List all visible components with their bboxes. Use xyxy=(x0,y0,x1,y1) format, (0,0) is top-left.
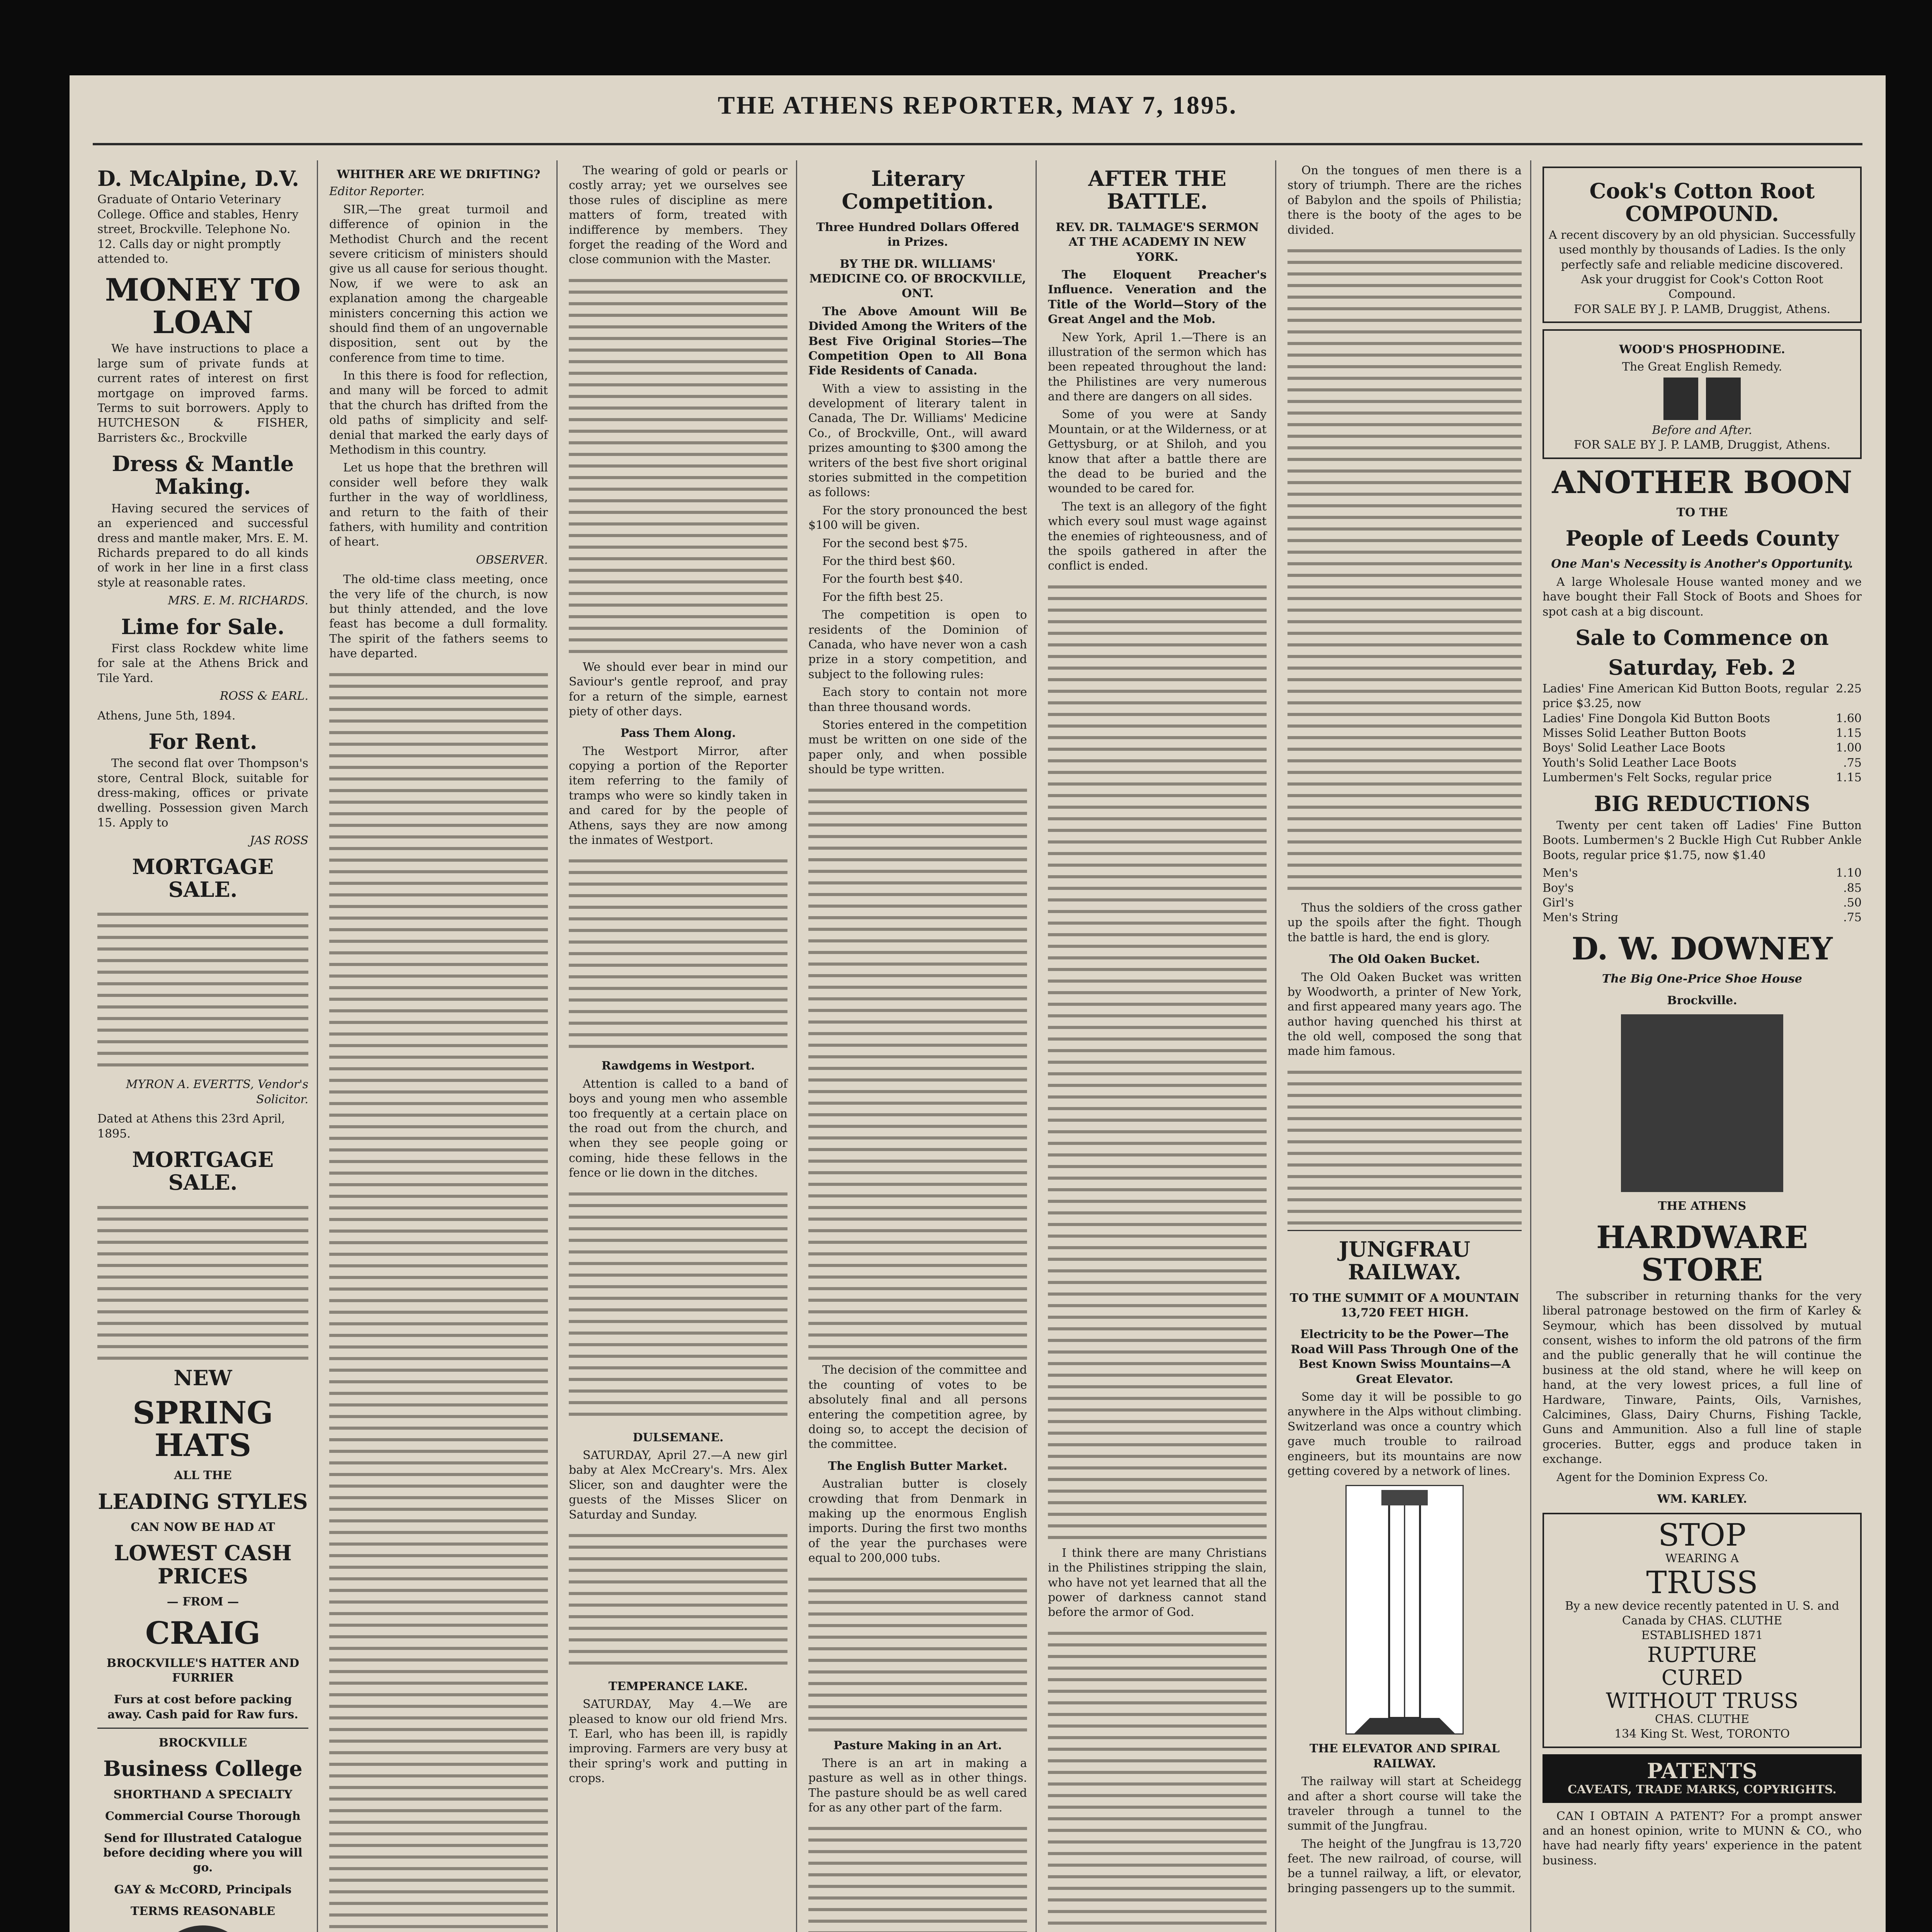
pasture-text: There is an art in making a pasture as well as in other things. The pasture should be as well cared for as any other part of the farm. xyxy=(808,1756,1027,1815)
column-3 xyxy=(560,160,796,1932)
college-terms: TERMS REASONABLE xyxy=(130,1905,276,1918)
article-body xyxy=(569,270,787,657)
boon-opportunity: One Man's Necessity is Another's Opportunity. xyxy=(1551,557,1853,571)
temperance-text: SATURDAY, May 4.—We are pleased to know our old friend Mrs. T. Earl, who has been ill, is rapidly improving. Farmers are very busy at their spring's work and putting in crops. xyxy=(569,1697,787,1786)
patents-ad xyxy=(1543,1754,1862,1803)
masthead: THE ATHENS REPORTER, MAY 7, 1895. xyxy=(718,91,1238,119)
pasture-body xyxy=(808,1818,1027,1932)
sermon-subheading: REV. DR. TALMAGE'S SERMON AT THE ACADEMY IN NEW YORK. xyxy=(1055,220,1259,264)
competition-paragraph: Each story to contain not more than three thousand words. xyxy=(808,685,1027,714)
hats-leading: LEADING STYLES xyxy=(98,1489,308,1514)
masthead-rule xyxy=(93,143,1862,145)
college-course: Commercial Course Thorough xyxy=(105,1810,301,1823)
prize-5: For the fifth best 25. xyxy=(822,590,944,604)
competition-paragraph: The decision of the committee and the counting of votes to be absolutely final and all persons entering the competition agree, by doing so, to accept the decision of the committee. xyxy=(808,1363,1027,1451)
article-body xyxy=(329,665,548,1932)
stop-heading: STOP xyxy=(1658,1517,1746,1553)
elevator-drawing xyxy=(1347,1486,1463,1733)
sermon-paragraph: The text is an allegory of the fight which every soul must wage against the enemies of righteousness, and of the spoils gathered in after the conflict is ended. xyxy=(1048,500,1267,573)
mortgage-heading-2: MORTGAGE SALE. xyxy=(132,1147,274,1195)
price-row xyxy=(1543,711,1862,726)
price-row xyxy=(1543,866,1862,881)
oak-heading: The Old Oaken Bucket. xyxy=(1329,952,1480,966)
article-subheading: Editor Reporter. xyxy=(329,185,425,199)
column-rule xyxy=(317,160,318,1932)
price-row xyxy=(1543,770,1862,785)
loan-heading: MONEY TO LOAN xyxy=(105,272,301,341)
column-rule xyxy=(1530,160,1531,1932)
cluthe-address: 134 King St. West, TORONTO xyxy=(1614,1727,1790,1741)
boon-to: TO THE xyxy=(1676,505,1728,519)
mortgage-heading: MORTGAGE SALE. xyxy=(132,854,274,902)
price-value: 1.00 xyxy=(1836,741,1862,755)
divider xyxy=(97,1728,308,1729)
article-paragraph: The old-time class meeting, once the very life of the church, is now but thinly attended, and the love feast has become a dull formality. The spirit of the fathers seems to have departed. xyxy=(329,573,548,661)
wood-before-after: Before and After. xyxy=(1652,423,1752,437)
price-row xyxy=(1543,881,1862,896)
butter-text: Australian butter is closely crowding that from Denmark in making up the enormous English imports. During the first two months of the year the purchases were equal to 200,000 tubs. xyxy=(808,1477,1027,1565)
competition-heading: Literary Competition. xyxy=(842,166,994,214)
prize-4: For the fourth best $40. xyxy=(822,572,963,586)
downey-subheading: The Big One-Price Shoe House xyxy=(1602,972,1803,986)
reductions-heading: BIG REDUCTIONS xyxy=(1594,791,1810,816)
price-value: .85 xyxy=(1843,881,1862,895)
jungfrau-caption: THE ELEVATOR AND SPIRAL RAILWAY. xyxy=(1310,1742,1500,1770)
boon-sale-1: Sale to Commence on xyxy=(1575,625,1829,650)
price-item: Boy's xyxy=(1543,881,1574,895)
competition-body xyxy=(808,780,1027,1360)
dress-signature: MRS. E. M. RICHARDS. xyxy=(168,594,308,608)
jungfrau-subheading-2: Electricity to be the Power—The Road Will Pass Through One of the Best Known Swiss Mountains—A Great Elevator. xyxy=(1291,1328,1519,1386)
column-2 xyxy=(321,160,556,1932)
hardware-the: THE ATHENS xyxy=(1658,1199,1747,1213)
truss-heading: TRUSS xyxy=(1646,1564,1758,1600)
cluthe-name: CHAS. CLUTHE xyxy=(1655,1713,1749,1726)
sermon-body xyxy=(1048,577,1267,1543)
butter-heading: The English Butter Market. xyxy=(828,1459,1008,1473)
article-paragraph: Let us hope that the brethren will consider well before they walk further in the way of worldliness, and return to the faith of their fathers, with humility and contrition of heart. xyxy=(329,461,548,549)
rowdies-body xyxy=(569,1184,787,1423)
downey-heading: D. W. DOWNEY xyxy=(1571,930,1833,967)
sermon-paragraph: I think there are many Christians in the Philistines stripping the slain, who have not yet learned that all the power of darkness cannot stand before the armor of God. xyxy=(1048,1546,1267,1619)
competition-paragraph: Stories entered in the competition must be written on one side of the paper only, and when possible should be type written. xyxy=(808,718,1027,777)
hats-lowest: LOWEST CASH PRICES xyxy=(114,1541,292,1588)
truss-text: By a new device recently patented in U. S. and Canada by CHAS. CLUTHE xyxy=(1565,1599,1839,1628)
price-row xyxy=(1543,756,1862,770)
vet-name: D. McAlpine, D.V. xyxy=(97,166,299,191)
oak-body xyxy=(1287,1062,1522,1225)
watch-illustration xyxy=(153,1925,253,1932)
wood-heading: WOOD'S PHOSPHODINE. xyxy=(1619,343,1785,357)
prize-3: For the third best $60. xyxy=(822,554,956,568)
price-item: Girl's xyxy=(1543,896,1574,910)
sermon-body xyxy=(1048,1623,1267,1932)
boon-text: A large Wholesale House wanted money and we have bought their Fall Stock of Boots and Shoes for spot cash at a big discount. xyxy=(1543,575,1862,619)
pass-text: The Westport Mirror, after copying a portion of the Reporter item referring to the family of tramps who were so kindly taken in and cared for by the people of Athens, says they are now among the inmates of Westport. xyxy=(569,744,787,847)
competition-paragraph: The competition is open to residents of the Dominion of Canada, who have never won a cash prize in a story competition, and subject to the following rules: xyxy=(808,608,1027,681)
boon-heading: ANOTHER BOON xyxy=(1552,464,1852,500)
jungfrau-paragraph: The railway will start at Scheidegg and after a short course will take the traveler through a tunnel to the summit of the Jungfrau. xyxy=(1287,1775,1522,1833)
column-rule xyxy=(556,160,558,1932)
stop-wearing: WEARING A xyxy=(1665,1552,1739,1566)
competition-subheading: Three Hundred Dollars Offered in Prizes. xyxy=(816,220,1019,249)
wood-portraits xyxy=(1549,378,1855,420)
article-paragraph: SIR,—The great turmoil and difference of opinion in the Methodist Church and the recent severe criticism of ministers should give us all cause for serious thought. Now, if we were to ask an explanation among the chargeable ministers concerning this action we should find them of an ungovernable disposition, sent out by the conference from time to time. xyxy=(329,202,548,365)
lime-signature: ROSS & EARL. xyxy=(219,689,308,703)
hats-heading: SPRING HATS xyxy=(133,1395,273,1464)
column-rule xyxy=(1036,160,1037,1932)
column-4 xyxy=(800,160,1036,1932)
price-row xyxy=(1543,896,1862,910)
mortgage-body-2 xyxy=(97,1197,308,1360)
college-text: Send for Illustrated Catalogue before deciding where you will go. xyxy=(103,1831,303,1875)
cook-text: A recent discovery by an old physician. Successfully used monthly by thousands of Ladies. Is the only perfectly safe and reliable medicine discovered. Ask your druggist for Cook's Cotton Root Compound. xyxy=(1549,228,1855,301)
college-city: BROCKVILLE xyxy=(158,1736,247,1750)
competition-by: BY THE DR. WILLIAMS' MEDICINE CO. OF BROCKVILLE, ONT. xyxy=(809,257,1026,301)
craig-subtitle: BROCKVILLE'S HATTER AND FURRIER xyxy=(106,1656,299,1685)
portrait-after xyxy=(1706,378,1741,420)
column-rule xyxy=(796,160,797,1932)
price-row xyxy=(1543,682,1862,711)
competition-intro: The Above Amount Will Be Divided Among the Writers of the Best Five Original Stories—The Competition Open to All Bona Fide Residents of Canada. xyxy=(808,304,1027,378)
price-value: 1.10 xyxy=(1836,866,1862,880)
rent-text: The second flat over Thompson's store, Central Block, suitable for dress-making, offices or private dwelling. Possession given March 15. Apply to xyxy=(97,757,308,830)
patents-heading: PATENTS xyxy=(1647,1758,1757,1783)
price-value: 1.60 xyxy=(1836,711,1862,725)
hardware-heading: HARDWARE STORE xyxy=(1596,1219,1808,1288)
hardware-text: The subscriber in returning thanks for the very liberal patronage bestowed on the firm of Karley & Seymour, which has been dissolved by mutual consent, wishes to inform the old patrons of the firm and the public generally that he will continue the business at the old stand, where he will keep on hand, at the very lowest prices, a full line of Hardware, Tinware, Paints, Oils, Varnishes, Calcimines, Glass, Dairy Churns, Fishing Tackle, Guns and Ammunition. Also a full line of staple groceries. Butter, eggs and produce taken in exchange. xyxy=(1543,1289,1862,1466)
wood-sale: FOR SALE BY J. P. LAMB, Druggist, Athens. xyxy=(1573,438,1831,452)
sermon-paragraph: On the tongues of men there is a story of triumph. There are the riches of Babylon and the spoils of Philistia; there is the booty of the ages to be divided. xyxy=(1287,164,1522,237)
pass-heading: Pass Them Along. xyxy=(620,726,736,740)
cook-ad xyxy=(1543,167,1862,323)
hats-from: — FROM — xyxy=(167,1595,239,1609)
rent-heading: For Rent. xyxy=(148,729,257,754)
craig-name: CRAIG xyxy=(145,1614,260,1651)
newspaper-page xyxy=(70,75,1886,1932)
elevator-illustration xyxy=(1345,1485,1464,1735)
column-6 xyxy=(1279,160,1530,1932)
price-row xyxy=(1543,741,1862,755)
downey-city: Brockville. xyxy=(1667,994,1737,1008)
sermon-paragraph: New York, April 1.—There is an illustration of the sermon which has been repeated throughout the land: the Philistines are very numerous and there are dangers on all sides. xyxy=(1048,330,1267,404)
price-item: Misses Solid Leather Button Boots xyxy=(1543,726,1746,740)
cured-heading: CURED xyxy=(1661,1665,1743,1690)
sermon-heading: AFTER THE BATTLE. xyxy=(1088,166,1226,214)
mortgage-body xyxy=(97,904,308,1074)
hats-can: CAN NOW BE HAD AT xyxy=(131,1520,275,1534)
price-list xyxy=(1543,682,1862,786)
column-5 xyxy=(1039,160,1275,1932)
price-item: Men's xyxy=(1543,866,1578,880)
price-row xyxy=(1543,910,1862,925)
price-value: .50 xyxy=(1843,896,1862,910)
column-7 xyxy=(1534,160,1870,1932)
competition-paragraph: With a view to assisting in the development of literary talent in Canada, The Dr. Williams' Medicine Co., of Brockville, Ont., will award prizes amounting to $300 among the writers of the best five short original stories submitted in the competition as follows: xyxy=(808,382,1027,500)
rowdies-heading: Rawdgems in Westport. xyxy=(601,1059,755,1073)
jungfrau-heading: JUNGFRAU RAILWAY. xyxy=(1338,1236,1471,1285)
price-row xyxy=(1543,726,1862,741)
rowdies-text: Attention is called to a band of boys and young men who assemble too frequently at a certain place on the road out from the church, and when they see people going or coming, hide these fellows in the fence or lie down in the ditches. xyxy=(569,1077,787,1180)
hats-new: NEW xyxy=(173,1365,232,1390)
price-item: Youth's Solid Leather Lace Boots xyxy=(1543,756,1736,770)
column-rule xyxy=(1275,160,1276,1932)
hardware-signature: WM. KARLEY. xyxy=(1657,1492,1747,1506)
dress-heading: Dress & Mantle Making. xyxy=(112,451,294,499)
dress-text: Having secured the services of an experienced and successful dress and mantle maker, Mrs. E. M. Richards prepared to do all kinds of work in her line in a first class style at reasonable rates. xyxy=(97,502,308,590)
sermon-intro: The Eloquent Preacher's Influence. Veneration and the Title of the World—Story of the Great Angel and the Mob. xyxy=(1048,268,1267,327)
sermon-body xyxy=(1287,241,1522,898)
jungfrau-paragraph: Some day it will be possible to go anywhere in the Alps without climbing. Switzerland was once a country which gave much trouble to railroad engineers, but its mountains are now getting covered by a network of lines. xyxy=(1287,1390,1522,1478)
truss-established: ESTABLISHED 1871 xyxy=(1641,1629,1763,1643)
pasture-heading: Pasture Making in an Art. xyxy=(833,1738,1002,1752)
prize-1: For the story pronounced the best $100 will be given. xyxy=(808,503,1027,532)
hardware-illustration xyxy=(1621,1014,1783,1192)
patents-text: CAN I OBTAIN A PATENT? For a prompt answer and an honest opinion, write to MUNN & CO., who have had nearly fifty years' experience in the patent business. xyxy=(1543,1809,1862,1867)
article-heading: WHITHER ARE WE DRIFTING? xyxy=(337,168,541,181)
cook-heading: Cook's Cotton Root COMPOUND. xyxy=(1589,179,1815,226)
column-1 xyxy=(89,160,317,1932)
lime-date: Athens, June 5th, 1894. xyxy=(97,709,236,723)
boon-people: People of Leeds County xyxy=(1565,526,1839,551)
jungfrau-paragraph: The height of the Jungfrau is 13,720 feet. The new railroad, of course, will be a tunnel railway, a lift, or elevator, bringing passengers up to the summit. xyxy=(1287,1837,1522,1895)
college-signature: GAY & McCORD, Principals xyxy=(114,1883,292,1896)
hardware-agent: Agent for the Dominion Express Co. xyxy=(1556,1470,1768,1484)
price-value: 1.15 xyxy=(1836,726,1862,740)
price-value: 1.15 xyxy=(1836,771,1862,785)
without-truss: WITHOUT TRUSS xyxy=(1605,1688,1799,1713)
prize-2: For the second best $75. xyxy=(822,536,968,550)
mortgage-signature: MYRON A. EVERTTS, Vendor's Solicitor. xyxy=(126,1078,308,1106)
price-value: .75 xyxy=(1843,756,1862,770)
price-item: Ladies' Fine Dongola Kid Button Boots xyxy=(1543,711,1770,725)
lime-text: First class Rockdew white lime for sale at the Athens Brick and Tile Yard. xyxy=(97,641,308,685)
reductions-list xyxy=(1543,866,1862,925)
divider xyxy=(1287,1230,1522,1231)
sermon-paragraph: Thus the soldiers of the cross gather up the spoils after the fight. Though the battle is hard, the end is glory. xyxy=(1287,901,1522,944)
wood-ad xyxy=(1543,329,1862,459)
rent-signature: JAS ROSS xyxy=(250,834,308,848)
truss-ad xyxy=(1543,1513,1862,1748)
jungfrau-subheading: TO THE SUMMIT OF A MOUNTAIN 13,720 FEET HIGH. xyxy=(1290,1291,1519,1320)
article-paragraph: In this there is food for reflection, and many will be forced to admit that the church has drifted from the old paths of simplicity and self-denial that marked the early days of Methodism in this country. xyxy=(329,369,548,457)
pass-body xyxy=(569,851,787,1052)
dulsemane-body xyxy=(569,1526,787,1672)
article-paragraph: The wearing of gold or pearls or costly array; yet we ourselves see those rules of discipline as mere matters of form, treated with indifference by members. They forget the reading of the Word and close communion with the Master. xyxy=(569,164,787,267)
dulsemane-text: SATURDAY, April 27.—A new girl baby at Alex McCreary's. Mrs. Alex Slicer, son and daughter were the guests of the Misses Slicer on Saturday and Sunday. xyxy=(569,1448,787,1522)
patents-subheading: CAVEATS, TRADE MARKS, COPYRIGHTS. xyxy=(1568,1783,1837,1797)
butter-body xyxy=(808,1569,1027,1731)
lime-heading: Lime for Sale. xyxy=(121,614,285,639)
temperance-heading: TEMPERANCE LAKE. xyxy=(608,1679,748,1693)
sermon-paragraph: Some of you were at Sandy Mountain, or at the Wilderness, or at Gettysburg, or at Shiloh, and you know that after a battle there are the dead to be buried and the wounded to be cared for. xyxy=(1048,408,1267,496)
cook-sale: FOR SALE BY J. P. LAMB, Druggist, Athens. xyxy=(1573,302,1831,316)
hats-all: ALL THE xyxy=(174,1469,232,1483)
portrait-before xyxy=(1663,378,1698,420)
college-heading: Business College xyxy=(103,1756,303,1781)
vet-text: Graduate of Ontario Veterinary College. Office and stables, Henry street, Brockville. Telephone No. 12. Calls day or night promptly attended to. xyxy=(97,193,299,266)
price-item: Boys' Solid Leather Lace Boots xyxy=(1543,741,1725,755)
craig-text: Furs at cost before packing away. Cash paid for Raw furs. xyxy=(107,1693,298,1721)
reductions-text: Twenty per cent taken off Ladies' Fine Button Boots. Lumbermen's 2 Buckle High Cut Rubber Ankle Boots, regular price $1.75, now $1.40 xyxy=(1543,818,1862,862)
price-value: .75 xyxy=(1843,911,1862,925)
boon-sale-2: Saturday, Feb. 2 xyxy=(1608,655,1796,680)
loan-text: We have instructions to place a large sum of private funds at current rates of interest on first mortgage on improved farms. Terms to suit borrowers. Apply to HUTCHESON & FISHER, Barristers &c., Brockville xyxy=(97,342,308,445)
wood-subheading: The Great English Remedy. xyxy=(1622,360,1782,374)
oak-text: The Old Oaken Bucket was written by Woodworth, a printer of New York, and first appeared many years ago. The author having quenched his thirst at the old well, composed the song that made him famous. xyxy=(1287,970,1522,1058)
article-signature: OBSERVER. xyxy=(476,553,548,567)
dulsemane-heading: DULSEMANE. xyxy=(633,1430,724,1444)
mortgage-date: Dated at Athens this 23rd April, 1895. xyxy=(97,1112,285,1141)
price-value: 2.25 xyxy=(1836,682,1862,696)
price-item: Ladies' Fine American Kid Button Boots, regular price $3.25, now xyxy=(1543,682,1829,711)
price-item: Lumbermen's Felt Socks, regular price xyxy=(1543,771,1772,785)
price-item: Men's String xyxy=(1543,911,1619,925)
rupture-heading: RUPTURE xyxy=(1647,1642,1757,1667)
college-shorthand: SHORTHAND A SPECIALTY xyxy=(113,1787,293,1801)
article-paragraph: We should ever bear in mind our Saviour's gentle reproof, and pray for a return of the simple, earnest piety of other days. xyxy=(569,660,787,718)
